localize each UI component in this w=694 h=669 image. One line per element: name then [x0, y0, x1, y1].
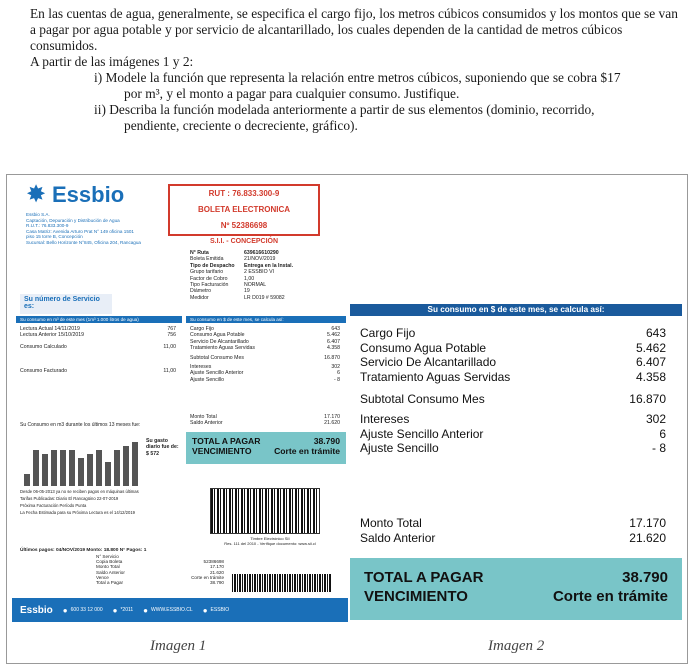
- vencimiento-label: VENCIMIENTO: [364, 588, 468, 605]
- service-label: Su número de Servicio es:: [24, 296, 100, 310]
- monto-total-label: Monto Total: [360, 516, 422, 530]
- chart-bar: [87, 454, 93, 486]
- essbio-logo: [26, 182, 124, 208]
- rut-box: [168, 184, 320, 236]
- meta-value: Entrega en la Instal.: [244, 262, 294, 269]
- mini-total-label: TOTAL A PAGAR: [192, 436, 261, 446]
- meta-value: LR D019 # 59082: [244, 294, 285, 301]
- consumo-calc-label: Consumo Calculado: [20, 344, 67, 350]
- charges-header: Su consumo en $ de este mes, se calcula así:: [350, 304, 682, 316]
- adjust-label: Ajuste Sencillo: [360, 441, 439, 456]
- mini-venc-label: VENCIMIENTO: [192, 446, 252, 456]
- rut: RUT : 76.833.300-9: [208, 189, 280, 198]
- item1-line1: i) Modele la función que representa la relación entre metros cúbicos, suponiendo que se cobra $17: [94, 70, 621, 85]
- chart-bar: [123, 446, 129, 486]
- payment-stub: [96, 554, 224, 585]
- company-line: Essbio S.A.: [26, 212, 50, 217]
- mini-adjust-value: 302: [331, 364, 340, 371]
- problem-statement: [12, 6, 682, 134]
- total-pagar-label: TOTAL A PAGAR: [364, 569, 484, 586]
- mini-charge-label: Servicio De Alcantarillado: [190, 338, 249, 345]
- footer-text: 600 33 12 000: [70, 607, 103, 613]
- charge-label: Tratamiento Aguas Servidas: [360, 369, 511, 384]
- mini-adjust-label: Intereses: [190, 364, 212, 371]
- subtotal-value: 16.870: [629, 392, 666, 406]
- mini-venc-value: Corte en trámite: [274, 446, 340, 456]
- charge-row: [360, 370, 666, 385]
- charge-row: [360, 341, 666, 356]
- mini-charge-value: 6.407: [327, 338, 340, 345]
- chart-bar: [33, 450, 39, 486]
- charge-value: 643: [645, 326, 666, 340]
- meta-value: 21/NOV/2019: [244, 256, 276, 263]
- company-line: Casa Matriz: Avenida Arturo Prat N° 149 oficina 1501: [26, 228, 134, 234]
- consumo-calc-value: 11,00: [163, 344, 176, 350]
- reading-label: Lectura Anterior 15/10/2019: [20, 332, 85, 339]
- mini-charges: [190, 326, 340, 383]
- total-pagar-value: 38.790: [622, 569, 668, 586]
- chart-title: Su Consumo en m3 durante los últimos 13 meses fue:: [20, 422, 141, 428]
- stub-value: 52386698: [203, 559, 224, 565]
- mini-adjust-row: [190, 377, 340, 383]
- service-number-box: [20, 294, 112, 314]
- mini-monto-label: Monto Total: [190, 414, 217, 420]
- left-header: Su consumo en m³ de este mes (1m³ 1.000 litros de agua): [16, 316, 182, 323]
- company-line: Sucursal: Bello Horizonte N°845, Oficina 204, Rancagua: [26, 239, 141, 245]
- monto-total-value: 17.170: [629, 516, 666, 530]
- caption-imagen-1: Imagen 1: [150, 638, 207, 654]
- charges-detail-image: [350, 304, 682, 624]
- contact-icon: ●: [62, 605, 68, 615]
- footer-text: *2011: [120, 607, 134, 613]
- meta-label: Boleta Emitida: [190, 256, 224, 263]
- timbre-label: Timbre Electrónico SII: [250, 536, 290, 541]
- gasto-diario: Su gasto diario fue de: $ 572: [146, 438, 179, 457]
- mini-charge-label: Consumo Agua Potable: [190, 332, 245, 339]
- charges-items: [360, 326, 666, 384]
- footer-item: [203, 606, 229, 615]
- company-line: R.U.T.: 76.833.300-9: [26, 223, 69, 229]
- stub-row: [96, 580, 224, 585]
- chart-bar: [60, 450, 66, 486]
- mini-saldo-value: 21.620: [324, 420, 340, 427]
- subtotal: [360, 392, 666, 407]
- chart-bar: [105, 462, 111, 486]
- item1-line2: por m³, y el monto a pagar para cualquier consumo. Justifique.: [124, 86, 460, 101]
- mini-subtotal-value: 16.870: [324, 354, 340, 361]
- problem-lead: A partir de las imágenes 1 y 2:: [30, 54, 194, 69]
- mini-charge-value: 4.358: [327, 345, 340, 352]
- adjust-value: 302: [645, 412, 666, 426]
- mini-total-box: [186, 432, 346, 464]
- right-header: Su consumo en $ de este mes, se calcula así:: [186, 316, 346, 323]
- problem-item-2: [12, 102, 682, 134]
- stub-value: 21.620: [209, 569, 224, 575]
- note-line: La Fecha Estimada para su Próxima Lectura es el 14/12/2019: [20, 510, 135, 515]
- charge-value: 5.462: [635, 340, 666, 355]
- company-line: piso 15 torre B, Concepción: [26, 234, 83, 240]
- chart-bar: [132, 442, 138, 486]
- adjust-row: [360, 412, 666, 427]
- barcode: [232, 574, 332, 592]
- problem-intro: En las cuentas de agua, generalmente, se especifica el cargo fijo, los metros cúbicos consumidos y los montos que se van a pagar por agua potable y por servicio de alcantarillado, los cuales dependen de la cantidad de metros cúbicos consumidos.: [30, 6, 678, 53]
- meta-label: Diámetro: [190, 288, 212, 295]
- stub-label: Vence: [96, 574, 109, 580]
- meta-value: 2 ESSBIO VI: [244, 269, 274, 276]
- charge-label: Consumo Agua Potable: [360, 340, 487, 355]
- mini-subtotal-label: Subtotal Consumo Mes: [190, 354, 244, 361]
- note-line: Tarifas Publicadas: Diario El Rancagüino 22-07-2019: [20, 496, 119, 501]
- adjust-value: - 8: [651, 441, 666, 456]
- stub-label: Copia Boleta: [96, 559, 123, 565]
- company-info: [26, 212, 141, 246]
- stub-label: Saldo Anterior: [96, 569, 125, 575]
- meta-label: N° Ruta: [190, 250, 209, 256]
- consumo-facturado: [20, 368, 176, 374]
- mini-charge-label: Cargo Fijo: [190, 326, 214, 332]
- contact-icon: ●: [143, 605, 149, 615]
- footer-item: [143, 606, 193, 615]
- adjust-row: [360, 441, 666, 456]
- chart-bar: [96, 450, 102, 486]
- charge-value: 4.358: [635, 369, 666, 384]
- adjust-label: Intereses: [360, 412, 410, 426]
- adjust-value: 6: [659, 426, 666, 441]
- meta-label: Medidor: [190, 294, 209, 301]
- mini-monto-value: 17.170: [324, 414, 340, 420]
- mini-total-value: 38.790: [313, 436, 340, 446]
- mini-charge-value: 5.462: [327, 332, 340, 339]
- meta-value: NORMAL: [244, 282, 267, 289]
- mini-adjust-label: Ajuste Sencillo: [190, 376, 225, 383]
- readings: [20, 326, 176, 339]
- consumo-calculado: [20, 344, 176, 350]
- mini-adjust-label: Ajuste Sencillo Anterior: [190, 370, 244, 377]
- meta-row: [190, 295, 293, 301]
- vencimiento-value: Corte en trámite: [552, 588, 668, 605]
- bill-meta: [190, 250, 293, 301]
- charge-value: 6.407: [635, 355, 666, 370]
- stub-label: N° Servicio: [96, 554, 119, 559]
- consumo-fact-value: 11,00: [163, 368, 176, 374]
- reading-row: [20, 332, 176, 338]
- doc-type: BOLETA ELECTRONICA: [198, 205, 290, 214]
- meta-label: Grupo tarifario: [190, 269, 224, 276]
- consumo-fact-label: Consumo Facturado: [20, 368, 67, 374]
- meta-value: 19: [244, 288, 250, 295]
- totals: [360, 516, 666, 545]
- stub-value: 38.790: [209, 580, 224, 586]
- stub-label: Total a Pagar: [96, 580, 124, 586]
- total-box: [350, 558, 682, 620]
- doc-number: Nº 52386698: [220, 221, 268, 230]
- consumption-chart: [20, 430, 144, 486]
- item2-line2: pendiente, creciente o decreciente, gráfico).: [124, 118, 358, 133]
- footer-item: [113, 606, 134, 615]
- charge-label: Cargo Fijo: [360, 326, 416, 340]
- chart-bar: [69, 450, 75, 486]
- footer-brand: Essbio: [20, 604, 53, 616]
- mini-adjust-value: - 8: [333, 376, 340, 383]
- reading-label: Lectura Actual 14/11/2019: [20, 326, 80, 332]
- timbre-text: [210, 536, 330, 546]
- contact-icon: ●: [202, 605, 208, 615]
- meta-label: Tipo de Despacho: [190, 262, 235, 269]
- bill-notes: [20, 488, 190, 516]
- charge-label: Servicio De Alcantarillado: [360, 355, 497, 370]
- adjust-row: [360, 427, 666, 442]
- bill-footer: [12, 598, 348, 622]
- reading-value: 767: [167, 326, 176, 332]
- subtotal-label: Subtotal Consumo Mes: [360, 392, 485, 406]
- adjustments: [360, 412, 666, 456]
- chart-bar: [42, 454, 48, 486]
- company-line: Captación, Depuración y Distribución de Agua: [26, 217, 120, 223]
- caption-imagen-2: Imagen 2: [488, 638, 545, 654]
- brand-name: Essbio: [52, 182, 125, 207]
- saldo-anterior-label: Saldo Anterior: [360, 530, 436, 545]
- stub-value: Corte en trámite: [191, 574, 224, 580]
- charge-row: [360, 326, 666, 341]
- mini-charge-label: Tratamiento Aguas Servidas: [190, 345, 255, 352]
- adjust-label: Ajuste Sencillo Anterior: [360, 426, 484, 441]
- chart-bar: [78, 458, 84, 486]
- meta-value: 1,00: [244, 275, 255, 282]
- chart-bar: [114, 450, 120, 486]
- item2-line1: ii) Describa la función modelada anteriormente a partir de sus elementos (dominio, recorrido,: [94, 102, 595, 117]
- timbre-qr: [210, 488, 320, 534]
- footer-text: ESSBIO: [210, 607, 230, 613]
- problem-item-1: [12, 70, 682, 102]
- mini-charge-value: 643: [331, 326, 340, 332]
- charge-row: [360, 355, 666, 370]
- star-logo-icon: ✸: [26, 181, 47, 208]
- mini-totals: [190, 414, 340, 427]
- chart-bar: [51, 450, 57, 486]
- stub-value: 17.170: [209, 564, 224, 570]
- stub-label: Monto Total: [96, 564, 120, 570]
- reading-value: 756: [167, 332, 176, 339]
- sii-office: S.I.I. - CONCEPCIÓN: [209, 238, 279, 245]
- mini-adjust-value: 6: [337, 370, 340, 377]
- meta-value: 639616610290: [244, 250, 279, 256]
- mini-charge-row: [190, 345, 340, 351]
- bill-image: [12, 176, 348, 626]
- meta-label: Factor de Cobro: [190, 275, 228, 282]
- saldo-anterior-value: 21.620: [629, 530, 666, 545]
- footer-item: [63, 606, 103, 615]
- meta-label: Tipo Facturación: [190, 282, 229, 289]
- note-line: Desde 06-05-2013 ya no se reciben pagos en máquinas últimas: [20, 489, 139, 494]
- timbre-res: Res. 111 del 2010 - Verifique documento: www.sii.cl: [224, 541, 316, 546]
- contact-icon: ●: [112, 605, 118, 615]
- mini-saldo-label: Saldo Anterior: [190, 420, 223, 427]
- note-line: Próxima Facturación Período Punta: [20, 503, 87, 508]
- ultimos-pagos: Últimos pagos: 04/NOV/2019 Monto: 18.800 N° Pagos: 1: [20, 548, 147, 553]
- footer-text: WWW.ESSBIO.CL: [151, 607, 193, 613]
- chart-bar: [24, 474, 30, 486]
